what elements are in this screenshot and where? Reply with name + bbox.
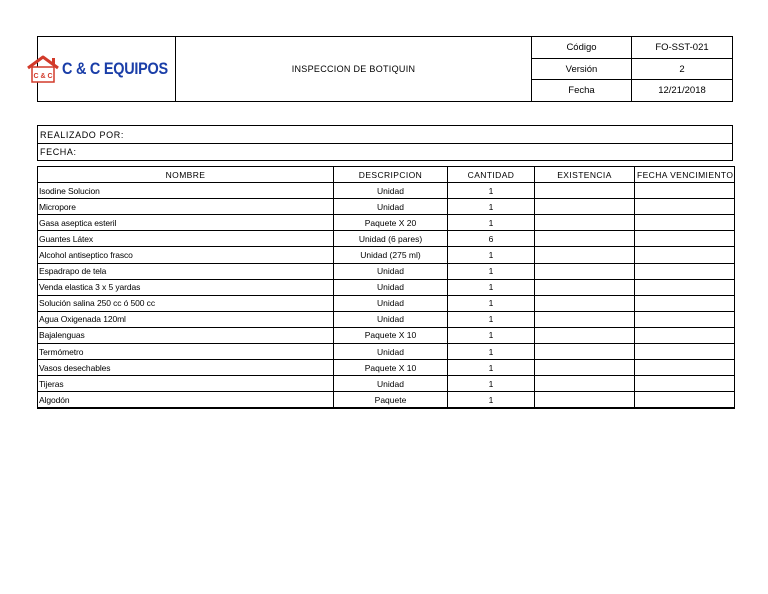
- item-description-cell: Paquete X 20: [334, 215, 448, 231]
- item-expiry-date-cell[interactable]: [635, 247, 735, 263]
- info-block: [37, 125, 733, 161]
- table-row: [38, 295, 735, 311]
- item-name-cell: Algodón: [38, 392, 334, 408]
- item-description-cell: Paquete X 10: [334, 360, 448, 376]
- meta-value: 2: [679, 63, 685, 75]
- item-name-cell: Alcohol antiseptico frasco: [38, 247, 334, 263]
- item-quantity-cell: 1: [448, 295, 535, 311]
- table-row: [38, 231, 735, 247]
- logo-letters: C & C: [33, 73, 53, 80]
- item-name-cell: Isodine Solucion: [38, 183, 334, 199]
- form-header: [33, 36, 733, 102]
- item-description-cell: Unidad (275 ml): [334, 247, 448, 263]
- company-name: C & C EQUIPOS: [62, 59, 169, 78]
- item-expiry-date-cell[interactable]: [635, 360, 735, 376]
- item-name-cell: Micropore: [38, 199, 334, 215]
- item-existence-cell[interactable]: [535, 231, 635, 247]
- item-name-cell: Termómetro: [38, 344, 334, 360]
- item-quantity-cell: 1: [448, 247, 535, 263]
- item-expiry-date-cell[interactable]: [635, 231, 735, 247]
- item-expiry-date-cell[interactable]: [635, 183, 735, 199]
- table-row: [38, 392, 735, 408]
- meta-label: Fecha: [532, 80, 632, 101]
- table-row: [38, 199, 735, 215]
- item-description-cell: Unidad: [334, 295, 448, 311]
- form-meta: [532, 37, 732, 101]
- table-row: [38, 247, 735, 263]
- item-name-cell: Tijeras: [38, 376, 334, 392]
- meta-value: 12/21/2018: [658, 85, 706, 97]
- item-description-cell: Unidad: [334, 263, 448, 279]
- item-description-cell: Paquete X 10: [334, 327, 448, 343]
- item-quantity-cell: 1: [448, 327, 535, 343]
- table-row: [38, 215, 735, 231]
- table-row: [38, 344, 735, 360]
- item-quantity-cell: 1: [448, 344, 535, 360]
- house-logo-icon: [26, 54, 60, 84]
- item-expiry-date-cell[interactable]: [635, 215, 735, 231]
- company-logo: [26, 54, 187, 84]
- table-row: [38, 376, 735, 392]
- item-name-cell: Gasa aseptica esteril: [38, 215, 334, 231]
- item-quantity-cell: 1: [448, 215, 535, 231]
- item-quantity-cell: 1: [448, 263, 535, 279]
- column-header: CANTIDAD: [448, 167, 535, 183]
- item-expiry-date-cell[interactable]: [635, 376, 735, 392]
- item-existence-cell[interactable]: [535, 263, 635, 279]
- item-quantity-cell: 1: [448, 311, 535, 327]
- item-quantity-cell: 1: [448, 183, 535, 199]
- table-row: [38, 263, 735, 279]
- item-existence-cell[interactable]: [535, 295, 635, 311]
- item-name-cell: Bajalenguas: [38, 327, 334, 343]
- meta-label: Versión: [532, 59, 632, 80]
- item-quantity-cell: 1: [448, 392, 535, 408]
- item-quantity-cell: 1: [448, 279, 535, 295]
- item-quantity-cell: 6: [448, 231, 535, 247]
- column-header: EXISTENCIA: [535, 167, 635, 183]
- table-row: [38, 327, 735, 343]
- meta-row-codigo: [532, 37, 732, 59]
- item-expiry-date-cell[interactable]: [635, 344, 735, 360]
- item-name-cell: Vasos desechables: [38, 360, 334, 376]
- table-row: [38, 360, 735, 376]
- item-existence-cell[interactable]: [535, 279, 635, 295]
- item-existence-cell[interactable]: [535, 247, 635, 263]
- meta-row-fecha: [532, 80, 732, 101]
- item-name-cell: Guantes Látex: [38, 231, 334, 247]
- meta-label: Código: [532, 37, 632, 58]
- item-quantity-cell: 1: [448, 199, 535, 215]
- item-existence-cell[interactable]: [535, 215, 635, 231]
- meta-value: FO-SST-021: [655, 41, 709, 53]
- item-existence-cell[interactable]: [535, 199, 635, 215]
- item-description-cell: Unidad: [334, 199, 448, 215]
- form-title: INSPECCION DE BOTIQUIN: [176, 37, 532, 101]
- item-existence-cell[interactable]: [535, 360, 635, 376]
- column-header: FECHA VENCIMIENTO: [635, 167, 735, 183]
- item-expiry-date-cell[interactable]: [635, 279, 735, 295]
- table-header-row: [38, 167, 735, 183]
- table-row: [38, 311, 735, 327]
- item-quantity-cell: 1: [448, 360, 535, 376]
- item-expiry-date-cell[interactable]: [635, 199, 735, 215]
- fecha-field[interactable]: FECHA:: [38, 143, 732, 160]
- item-existence-cell[interactable]: [535, 392, 635, 408]
- item-description-cell: Unidad: [334, 279, 448, 295]
- item-description-cell: Unidad: [334, 344, 448, 360]
- item-expiry-date-cell[interactable]: [635, 311, 735, 327]
- table-row: [38, 183, 735, 199]
- item-name-cell: Espadrapo de tela: [38, 263, 334, 279]
- meta-row-version: [532, 59, 732, 81]
- column-header: DESCRIPCION: [334, 167, 448, 183]
- item-description-cell: Unidad (6 pares): [334, 231, 448, 247]
- item-description-cell: Paquete: [334, 392, 448, 408]
- logo-cell: [33, 37, 176, 101]
- column-header: NOMBRE: [38, 167, 334, 183]
- inventory-table: [37, 166, 735, 409]
- item-name-cell: Agua Oxigenada 120ml: [38, 311, 334, 327]
- item-name-cell: Solución salina 250 cc ó 500 cc: [38, 295, 334, 311]
- item-description-cell: Unidad: [334, 376, 448, 392]
- item-expiry-date-cell[interactable]: [635, 392, 735, 408]
- item-existence-cell[interactable]: [535, 376, 635, 392]
- realizado-por-field[interactable]: REALIZADO POR:: [40, 129, 124, 140]
- item-existence-cell[interactable]: [535, 327, 635, 343]
- item-description-cell: Unidad: [334, 183, 448, 199]
- item-description-cell: Unidad: [334, 311, 448, 327]
- item-quantity-cell: 1: [448, 376, 535, 392]
- item-expiry-date-cell[interactable]: [635, 295, 735, 311]
- item-existence-cell[interactable]: [535, 311, 635, 327]
- item-expiry-date-cell[interactable]: [635, 327, 735, 343]
- item-existence-cell[interactable]: [535, 183, 635, 199]
- item-name-cell: Venda elastica 3 x 5 yardas: [38, 279, 334, 295]
- item-existence-cell[interactable]: [535, 344, 635, 360]
- item-expiry-date-cell[interactable]: [635, 263, 735, 279]
- table-row: [38, 279, 735, 295]
